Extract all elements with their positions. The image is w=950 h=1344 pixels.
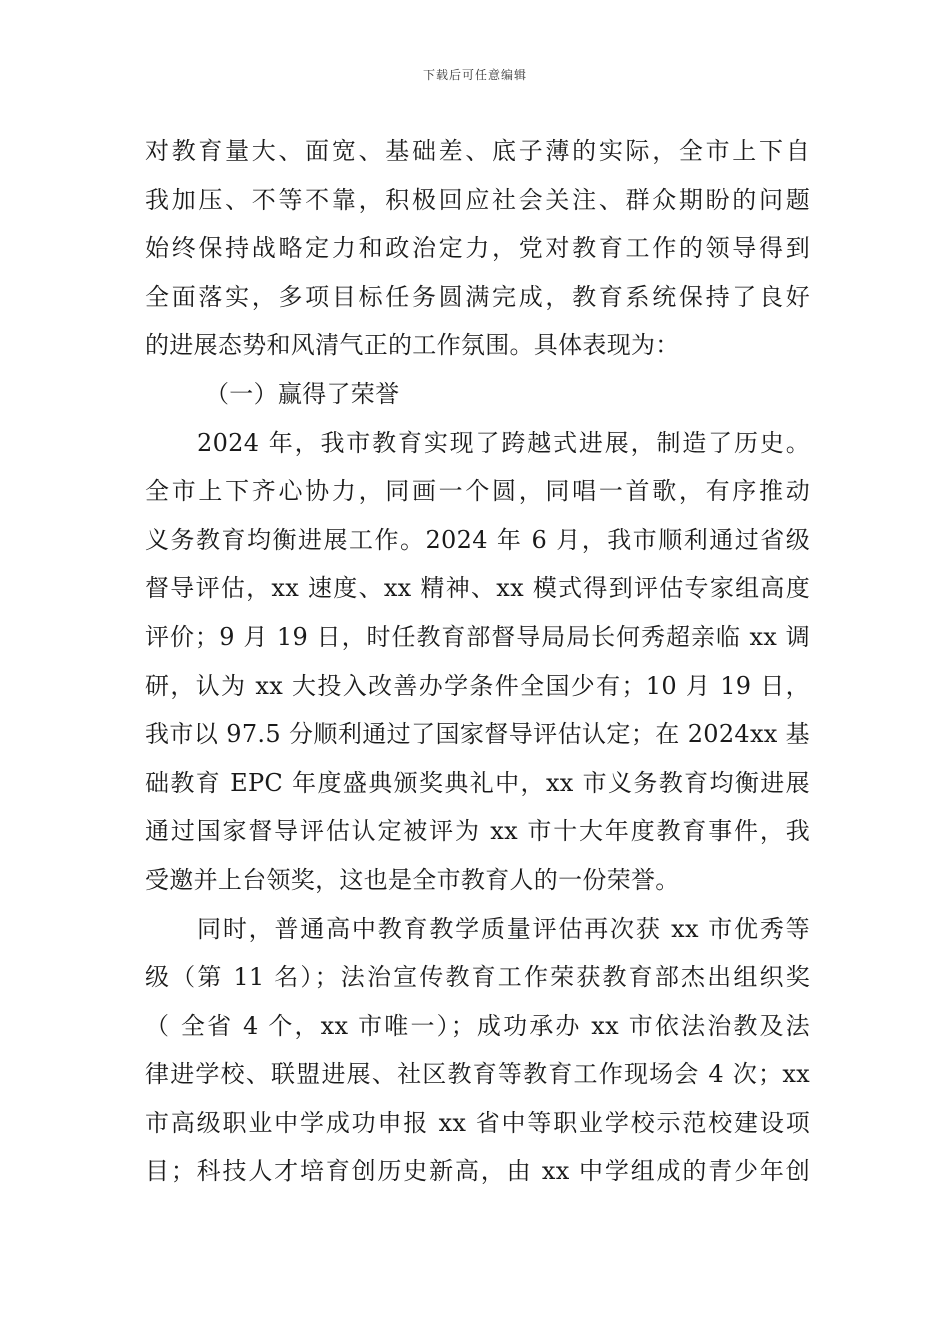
paragraph-2	[145, 419, 810, 905]
text-line: 律进学校、联盟进展、社区教育等教育工作现场会 4 次；xx	[145, 1060, 810, 1089]
text-line: 全市上下齐心协力，同画一个圆，同唱一首歌，有序推动	[145, 477, 810, 506]
text-line: 市高级职业中学成功申报 xx 省中等职业学校示范校建设项	[145, 1108, 810, 1137]
text-line: 全面落实，多项目标任务圆满完成，教育系统保持了良好	[145, 282, 810, 311]
paragraph-1	[145, 127, 810, 370]
text-line: 始终保持战略定力和政治定力，党对教育工作的领导得到	[145, 234, 810, 263]
text-line: 受邀并上台领奖，这也是全市教育人的一份荣誉。	[145, 865, 680, 894]
paragraph-3	[145, 905, 810, 1197]
text-line: 同时，普通高中教育教学质量评估再次获 xx 市优秀等	[197, 914, 810, 943]
text-line: （ 全省 4 个，xx 市唯一）；成功承办 xx 市依法治教及法	[145, 1011, 810, 1040]
text-line: 2024 年，我市教育实现了跨越式进展，制造了历史。	[197, 428, 810, 457]
text-line: 督导评估，xx 速度、xx 精神、xx 模式得到评估专家组高度	[145, 574, 810, 603]
text-line: 研，认为 xx 大投入改善办学条件全国少有；10 月 19 日，	[145, 671, 810, 700]
text-line: 评价；9 月 19 日，时任教育部督导局局长何秀超亲临 xx 调	[145, 622, 810, 651]
text-line: 的进展态势和风清气正的工作氛围。具体表现为：	[145, 331, 680, 360]
text-line: 义务教育均衡进展工作。2024 年 6 月，我市顺利通过省级	[145, 525, 810, 554]
text-line: 我加压、不等不靠，积极回应社会关注、群众期盼的问题	[145, 185, 810, 214]
section-heading: （一）赢得了荣誉	[205, 379, 400, 408]
page-header-note: 下载后可任意编辑	[422, 68, 527, 82]
text-line: 我市以 97.5 分顺利通过了国家督导评估认定；在 2024xx 基	[145, 720, 810, 749]
text-line: 通过国家督导评估认定被评为 xx 市十大年度教育事件，我	[145, 817, 810, 846]
text-line: 础教育 EPC 年度盛典颁奖典礼中，xx 市义务教育均衡进展	[145, 768, 810, 797]
text-line: 对教育量大、面宽、基础差、底子薄的实际，全市上下自	[145, 137, 810, 165]
text-line: 级（第 11 名）；法治宣传教育工作荣获教育部杰出组织奖	[145, 963, 810, 992]
document-body	[145, 127, 810, 1196]
text-line: 目；科技人才培育创历史新高，由 xx 中学组成的青少年创	[145, 1157, 810, 1186]
